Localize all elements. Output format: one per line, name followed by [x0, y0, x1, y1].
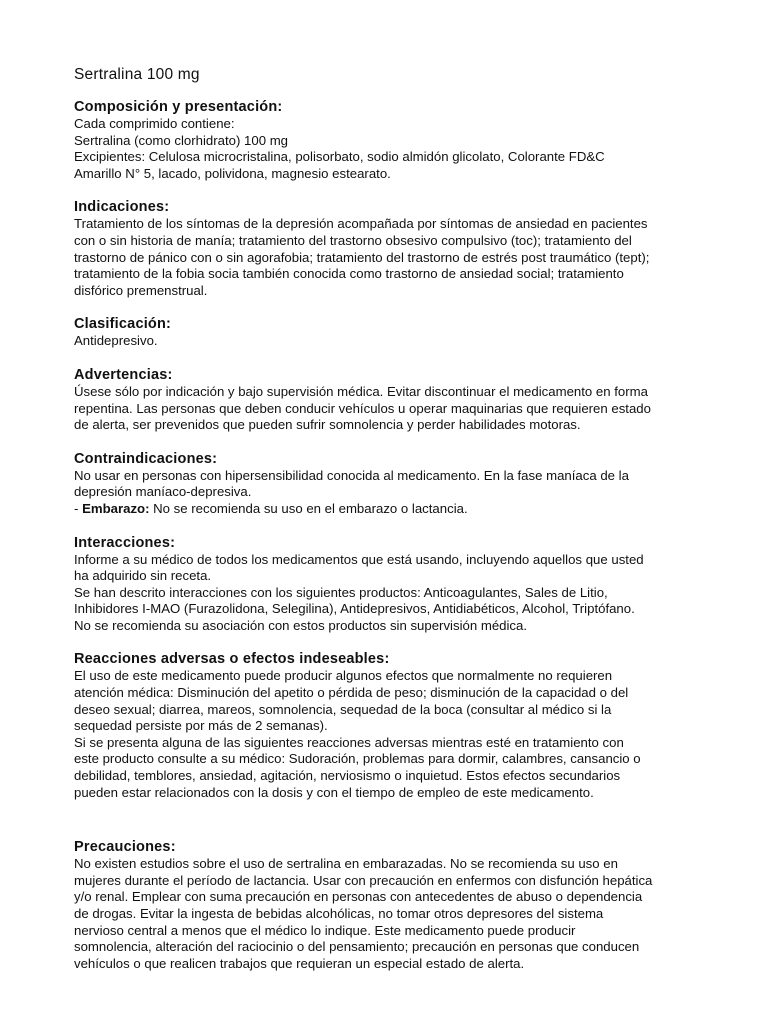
- text-line: Informe a su médico de todos los medicamentos que está usando, incluyendo aquellos que usted: [74, 551, 644, 567]
- section-heading: Interacciones:: [74, 534, 176, 551]
- section-reacciones: [74, 651, 710, 801]
- text-line: repentina. Las personas que deben conducir vehículos u operar maquinarias que requieren estado: [74, 400, 651, 416]
- text-line: y/o renal. Emplear con suma precaución en personas con antecedentes de abuso o dependencia: [74, 889, 643, 905]
- text-line: atención médica: Disminución del apetito o pérdida de peso; disminución de la capacidad o del: [74, 685, 629, 701]
- text-line: Cada comprimido contiene:: [74, 116, 235, 131]
- text-line: Amarillo N° 5, lacado, polividona, magnesio estearato.: [74, 165, 391, 181]
- text-line: disfórico premenstrual.: [74, 282, 208, 298]
- section-heading: Reacciones adversas o efectos indeseables:: [74, 651, 390, 668]
- text-line: este producto consulte a su médico: Sudoración, problemas para dormir, calambres, cansancio o: [74, 751, 641, 767]
- section-heading: Indicaciones:: [74, 199, 170, 216]
- text-line: El uso de este medicamento puede producir algunos efectos que normalmente no requieren: [74, 668, 613, 684]
- text-line: mujeres durante el período de lactancia. Usar con precaución en enfermos con disfunción hepática: [74, 872, 653, 888]
- text-line: sequedad persiste por más de 2 semanas).: [74, 718, 328, 734]
- section-indicaciones: [74, 199, 710, 299]
- section-heading: Precauciones:: [74, 839, 176, 856]
- embarazo-line: [74, 501, 710, 518]
- section-heading: Contraindicaciones:: [74, 450, 218, 467]
- text-line: depresión maníaco-depresiva.: [74, 484, 252, 500]
- text-line: Se han descrito interacciones con los siguientes productos: Anticoagulantes, Sales de Litio,: [74, 584, 608, 600]
- text-line: No se recomienda su asociación con estos productos sin supervisión médica.: [74, 617, 528, 633]
- text-line: con o sin historia de manía; tratamiento del trastorno obsesivo compulsivo (toc); tratamiento del: [74, 232, 632, 248]
- text-line: deseo sexual; diarrea, mareos, somnolencia, sequedad de la boca (consultar al médico si la: [74, 701, 612, 717]
- text-line: Antidepresivo.: [74, 333, 158, 349]
- text-line: somnolencia, alteración del raciocinio o del pensamiento; precaución en personas que conducen: [74, 939, 640, 955]
- text-line: ha adquirido sin receta.: [74, 568, 212, 584]
- text-line: Tratamiento de los síntomas de la depresión acompañada por síntomas de ansiedad en pacientes: [74, 216, 648, 232]
- text-line: debilidad, temblores, ansiedad, agitación, nerviosismo o inquietud. Estos efectos secundarios: [74, 768, 621, 784]
- text-line: No existen estudios sobre el uso de sertralina en embarazadas. No se recomienda su uso en: [74, 856, 618, 872]
- text-line: tratamiento de la fobia socia también conocida como trastorno de ansiedad social; tratamiento: [74, 266, 624, 282]
- text-line: vehículos o que realicen trabajos que requieran un especial estado de alerta.: [74, 955, 525, 971]
- section-interacciones: [74, 535, 710, 635]
- text-line: pueden estar relacionados con la dosis y con el tiempo de empleo de este medicamento.: [74, 784, 594, 800]
- text-line: Excipientes: Celulosa microcristalina, polisorbato, sodio almidón glicolato, Colorante FD&C: [74, 149, 605, 165]
- text-line: No usar en personas con hipersensibilidad conocida al medicamento. En la fase maníaca de la: [74, 467, 629, 483]
- text-line: Úsese sólo por indicación y bajo supervisión médica. Evitar discontinuar el medicamento en forma: [74, 383, 648, 399]
- document-title: Sertralina 100 mg: [74, 66, 200, 83]
- text-line: trastorno de pánico con o sin agorafobia; tratamiento del trastorno de estrés post traumático (tept);: [74, 249, 650, 265]
- section-heading: Composición y presentación:: [74, 99, 283, 115]
- section-heading: Clasificación:: [74, 316, 172, 333]
- text-line: de drogas. Evitar la ingesta de bebidas alcohólicas, no tomar otros depresores del sistema: [74, 906, 604, 921]
- section-heading: Advertencias:: [74, 366, 173, 383]
- embarazo-label: Embarazo:: [82, 500, 150, 516]
- section-contraindicaciones: [74, 451, 710, 518]
- section-advertencias: [74, 367, 710, 434]
- embarazo-text: No se recomienda su uso en el embarazo o lactancia.: [149, 500, 468, 516]
- section-composicion: [74, 99, 710, 182]
- text-line: Inhibidores I-MAO (Furazolidona, Selegilina), Antidepresivos, Antidiabéticos, Alcohol, Triptófano.: [74, 601, 635, 617]
- text-line: Sertralina (como clorhidrato) 100 mg: [74, 132, 289, 148]
- text-line: Si se presenta alguna de las siguientes reacciones adversas mientras esté en tratamiento con: [74, 734, 624, 750]
- text-line: nervioso central a menos que el médico lo indique. Este medicamento puede producir: [74, 922, 576, 938]
- section-clasificacion: [74, 316, 710, 350]
- list-dash: -: [74, 500, 83, 516]
- document-page: [74, 66, 710, 989]
- text-line: de alerta, ser prevenidos que pueden sufrir somnolencia y perder habilidades motoras.: [74, 417, 581, 433]
- section-precauciones: [74, 839, 710, 972]
